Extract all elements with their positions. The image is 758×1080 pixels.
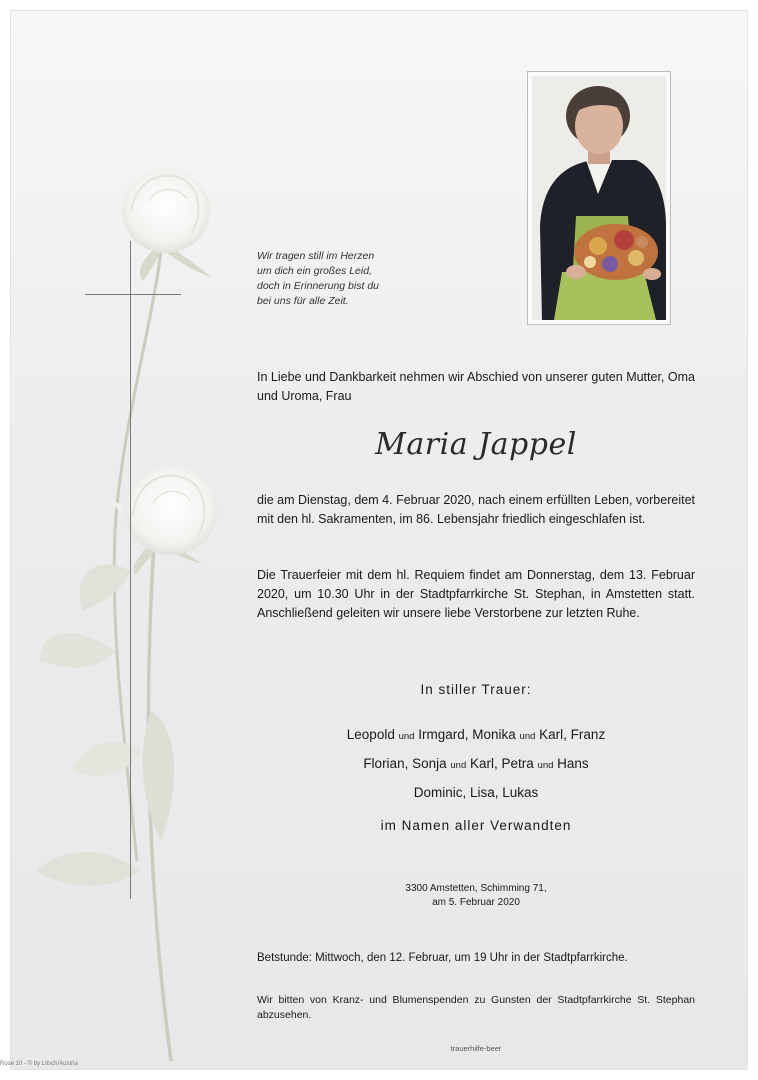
conjunction: und: [519, 731, 536, 742]
mourner-names: Karl, Franz: [539, 727, 606, 742]
portrait-photo: [532, 76, 666, 320]
conjunction: und: [537, 760, 554, 771]
poem-line: bei uns für alle Zeit.: [257, 295, 349, 307]
prayer-hour-text: Betstunde: Mittwoch, den 12. Februar, um 19 Uhr in der Stadtpfarrkirche.: [257, 952, 628, 964]
mourners-line: [257, 750, 695, 779]
conjunction: und: [450, 760, 467, 771]
cross-vertical-line: [130, 241, 131, 899]
address: 3300 Amstetten, Schimming 71,: [405, 883, 547, 894]
portrait-frame: [527, 71, 671, 325]
mourner-names: Karl, Petra: [470, 756, 534, 771]
funeral-service-text: Die Trauerfeier mit dem hl. Requiem findet am Donnerstag, dem 13. Februar 2020, um 10.30 Uhr in der Stadtpfarrkirche St. Stephan, in Amstetten statt. Anschließend geleiten wir unsere liebe Verstorbene zur letzten Ruhe.: [257, 568, 695, 620]
relatives-line: im Namen aller Verwandten: [380, 818, 572, 833]
conjunction: und: [398, 731, 415, 742]
date: am 5. Februar 2020: [432, 897, 520, 908]
mourner-names: Irmgard, Monika: [418, 727, 516, 742]
death-notice-text: die am Dienstag, dem 4. Februar 2020, nach einem erfüllten Leben, vorbereitet mit den hl. Sakramenten, im 86. Lebensjahr friedlich eingeschlafen ist.: [257, 493, 695, 526]
memorial-poem: [257, 249, 477, 309]
mourner-names: Florian, Sonja: [363, 756, 447, 771]
poem-line: Wir tragen still im Herzen: [257, 250, 375, 262]
place-and-date: [257, 882, 695, 910]
white-rose-image: [11, 11, 311, 1070]
intro-text: In Liebe und Dankbarkeit nehmen wir Abschied von unserer guten Mutter, Oma und Uroma, Frau: [257, 370, 695, 403]
mourners-line: Dominic, Lisa, Lukas: [413, 785, 539, 800]
footer-brand: trauerhilfe-beer: [450, 1044, 502, 1053]
poem-line: doch in Erinnerung bist du: [257, 280, 379, 292]
mourner-names: Leopold: [346, 727, 395, 742]
mourners-line: [257, 721, 695, 750]
mourning-heading: In stiller Trauer:: [420, 682, 532, 697]
donation-request-text: Wir bitten von Kranz- und Blumenspenden zu Gunsten der Stadtpfarrkirche St. Stephan abzusehen.: [257, 994, 695, 1021]
mourners-list: [257, 721, 695, 806]
cross-horizontal-line: [85, 294, 181, 295]
deceased-name: Maria Jappel: [375, 427, 577, 462]
obituary-card: [10, 10, 748, 1070]
poem-line: um dich ein großes Leid,: [257, 265, 372, 277]
image-credit: Rose 10 - © by Litsch/Austria: [0, 1061, 78, 1067]
mourner-names: Hans: [557, 756, 589, 771]
